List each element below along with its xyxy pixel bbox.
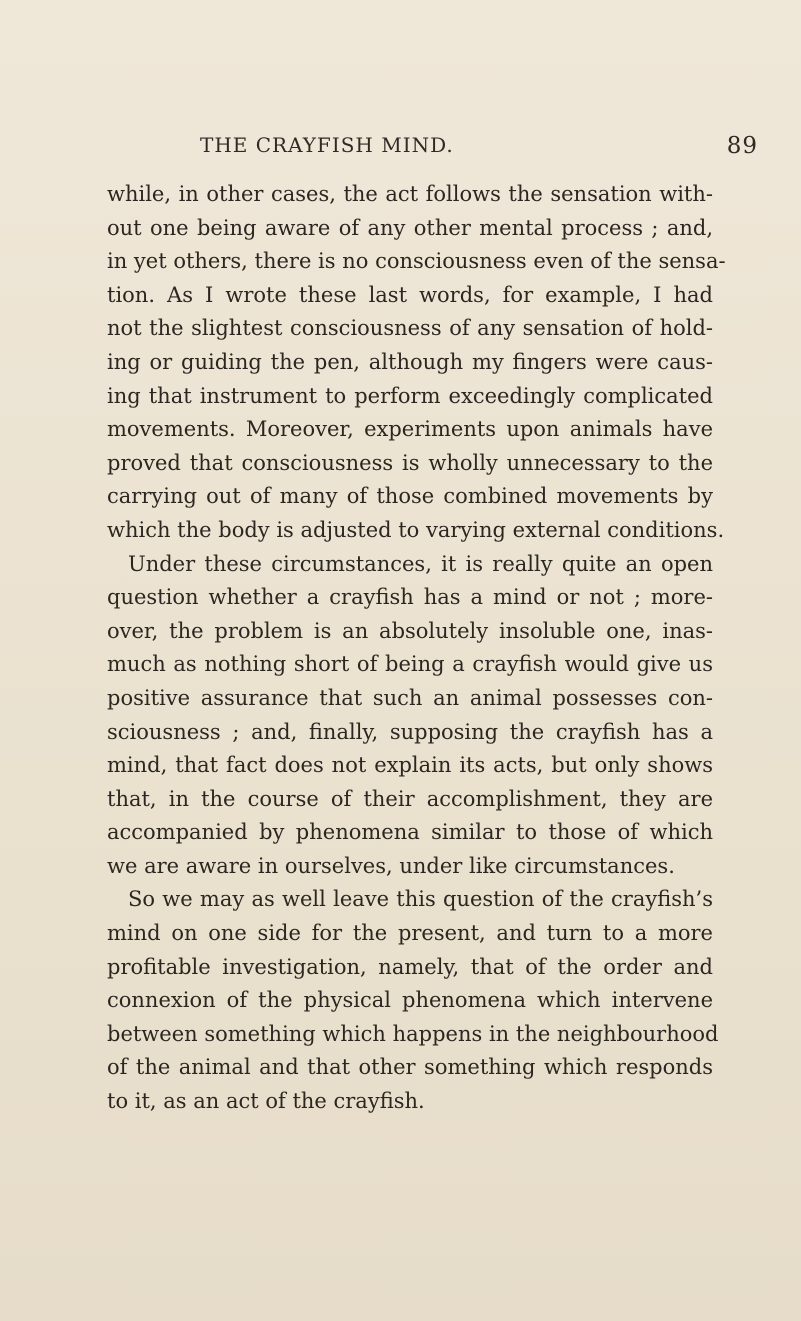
text-line: connexion of the physical phenomena which intervene xyxy=(107,988,713,1013)
text-line: movements. Moreover, experiments upon animals have xyxy=(107,417,713,442)
text-line: So we may as well leave this question of the crayfish’s xyxy=(128,887,713,912)
text-line: out one being aware of any other mental process ; and, xyxy=(107,215,713,240)
text-line: we are aware in ourselves, under like circumstances. xyxy=(107,853,675,878)
text-line: ing that instrument to perform exceedingly complicated xyxy=(107,383,713,408)
running-head xyxy=(200,133,758,163)
text-line: over, the problem is an absolutely insoluble one, inas- xyxy=(107,618,713,643)
text-line: proved that consciousness is wholly unnecessary to the xyxy=(107,450,713,475)
text-line: carrying out of many of those combined movements by xyxy=(107,484,713,509)
running-title: THE CRAYFISH MIND. xyxy=(200,133,454,157)
text-line: which the body is adjusted to varying external conditions. xyxy=(107,517,725,542)
text-line: profitable investigation, namely, that of the order and xyxy=(107,954,713,979)
page-number: 89 xyxy=(726,133,758,159)
text-line: ing or guiding the pen, although my fingers were caus- xyxy=(107,349,713,374)
text-line: of the animal and that other something which responds xyxy=(107,1055,713,1080)
text-line: sciousness ; and, finally, supposing the crayfish has a xyxy=(107,719,713,744)
text-line: in yet others, there is no consciousness even of the sensa- xyxy=(107,249,726,274)
text-line: accompanied by phenomena similar to those of which xyxy=(107,820,713,845)
body-text xyxy=(107,178,726,1119)
text-line: between something which happens in the neighbourhood xyxy=(107,1021,719,1046)
text-line: not the slightest consciousness of any sensation of hold- xyxy=(107,316,713,341)
text-line: that, in the course of their accomplishment, they are xyxy=(107,786,713,811)
text-line: Under these circumstances, it is really quite an open xyxy=(128,551,713,576)
text-line: while, in other cases, the act follows the sensation with- xyxy=(107,182,713,206)
text-line: positive assurance that such an animal possesses con- xyxy=(107,685,713,710)
text-line: mind, that fact does not explain its acts, but only shows xyxy=(107,753,713,778)
text-line: mind on one side for the present, and turn to a more xyxy=(107,921,713,946)
text-line: to it, as an act of the crayfish. xyxy=(107,1089,425,1114)
text-line: much as nothing short of being a crayfish would give us xyxy=(107,652,713,677)
text-line: question whether a crayfish has a mind or not ; more- xyxy=(107,585,713,610)
text-line: tion. As I wrote these last words, for example, I had xyxy=(107,282,713,307)
